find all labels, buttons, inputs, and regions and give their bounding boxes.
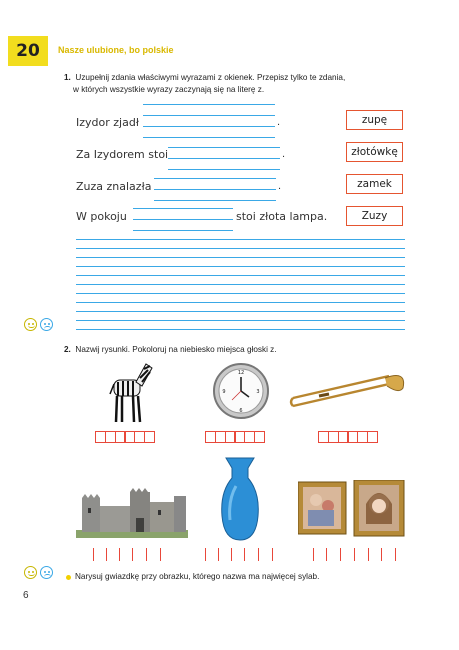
sentence-3: Zuza znalazła [76, 180, 152, 193]
sentence-1-end: . [277, 116, 281, 128]
sentence-2: Za Izydorem stoi [76, 148, 169, 161]
answer-line[interactable] [154, 200, 276, 201]
answer-line[interactable] [168, 147, 280, 148]
task2-number: 2. [64, 345, 71, 354]
answer-line[interactable] [143, 115, 275, 116]
vase-picture [218, 456, 262, 542]
letter-boxes-3[interactable] [318, 431, 377, 443]
sentence-2-end: . [282, 148, 286, 160]
letter-boxes-2[interactable] [205, 431, 264, 443]
word-box-zamek: zamek [346, 174, 403, 194]
task1-instruction-line2: w których wszystkie wyrazy zaczynają się na literę z. [73, 85, 265, 94]
answer-line[interactable] [168, 169, 280, 170]
clock-picture [212, 362, 270, 420]
answer-line[interactable] [133, 230, 233, 231]
answer-line[interactable] [154, 189, 276, 190]
svg-text:12: 12 [237, 370, 245, 376]
answer-line[interactable] [143, 126, 275, 127]
lesson-header [0, 36, 459, 66]
sentence-4-after: stoi złota lampa. [236, 210, 328, 223]
svg-text:9: 9 [222, 389, 226, 395]
answer-line[interactable] [133, 219, 233, 220]
extra-task-instruction: Narysuj gwiazdkę przy obrazku, którego nazwa ma najwięcej sylab. [75, 572, 320, 581]
sentence-4-before: W pokoju [76, 210, 127, 223]
sad-face-icon[interactable] [40, 566, 53, 579]
page-number: 6 [23, 590, 29, 601]
word-box-zupe: zupę [346, 110, 403, 130]
bullet-icon [66, 575, 71, 580]
task1-number: 1. [64, 73, 71, 82]
syllable-ticks-3[interactable] [313, 548, 397, 561]
happy-face-icon[interactable] [24, 566, 37, 579]
letter-boxes-1[interactable] [95, 431, 154, 443]
task1-instruction [64, 72, 345, 83]
lesson-number: 20 [8, 36, 48, 66]
sentence-3-end: . [278, 180, 282, 192]
syllable-ticks-1[interactable] [93, 548, 163, 561]
answer-line[interactable] [133, 208, 233, 209]
happy-face-icon[interactable] [24, 318, 37, 331]
svg-text:6: 6 [239, 408, 243, 414]
paintings-picture [298, 480, 406, 538]
trombone-picture [289, 370, 407, 414]
svg-text:3: 3 [256, 389, 260, 395]
sad-face-icon[interactable] [40, 318, 53, 331]
word-box-zuzy: Zuzy [346, 206, 403, 226]
syllable-ticks-2[interactable] [205, 548, 275, 561]
answer-line[interactable] [168, 158, 280, 159]
task1-instruction-line1: Uzupełnij zdania właściwymi wyrazami z okienek. Przepisz tylko te zdania, [75, 73, 346, 82]
word-box-zlotowke: złotówkę [346, 142, 403, 162]
castle-picture [76, 478, 188, 538]
zebra-picture [106, 360, 156, 424]
answer-line[interactable] [143, 137, 275, 138]
answer-line[interactable] [154, 178, 276, 179]
task2-instruction [64, 344, 277, 355]
lesson-title: Nasze ulubione, bo polskie [58, 45, 174, 55]
answer-line[interactable] [143, 104, 275, 105]
sentence-1: Izydor zjadł [76, 116, 139, 129]
task2-instruction-text: Nazwij rysunki. Pokoloruj na niebiesko miejsca głoski z. [75, 345, 277, 354]
